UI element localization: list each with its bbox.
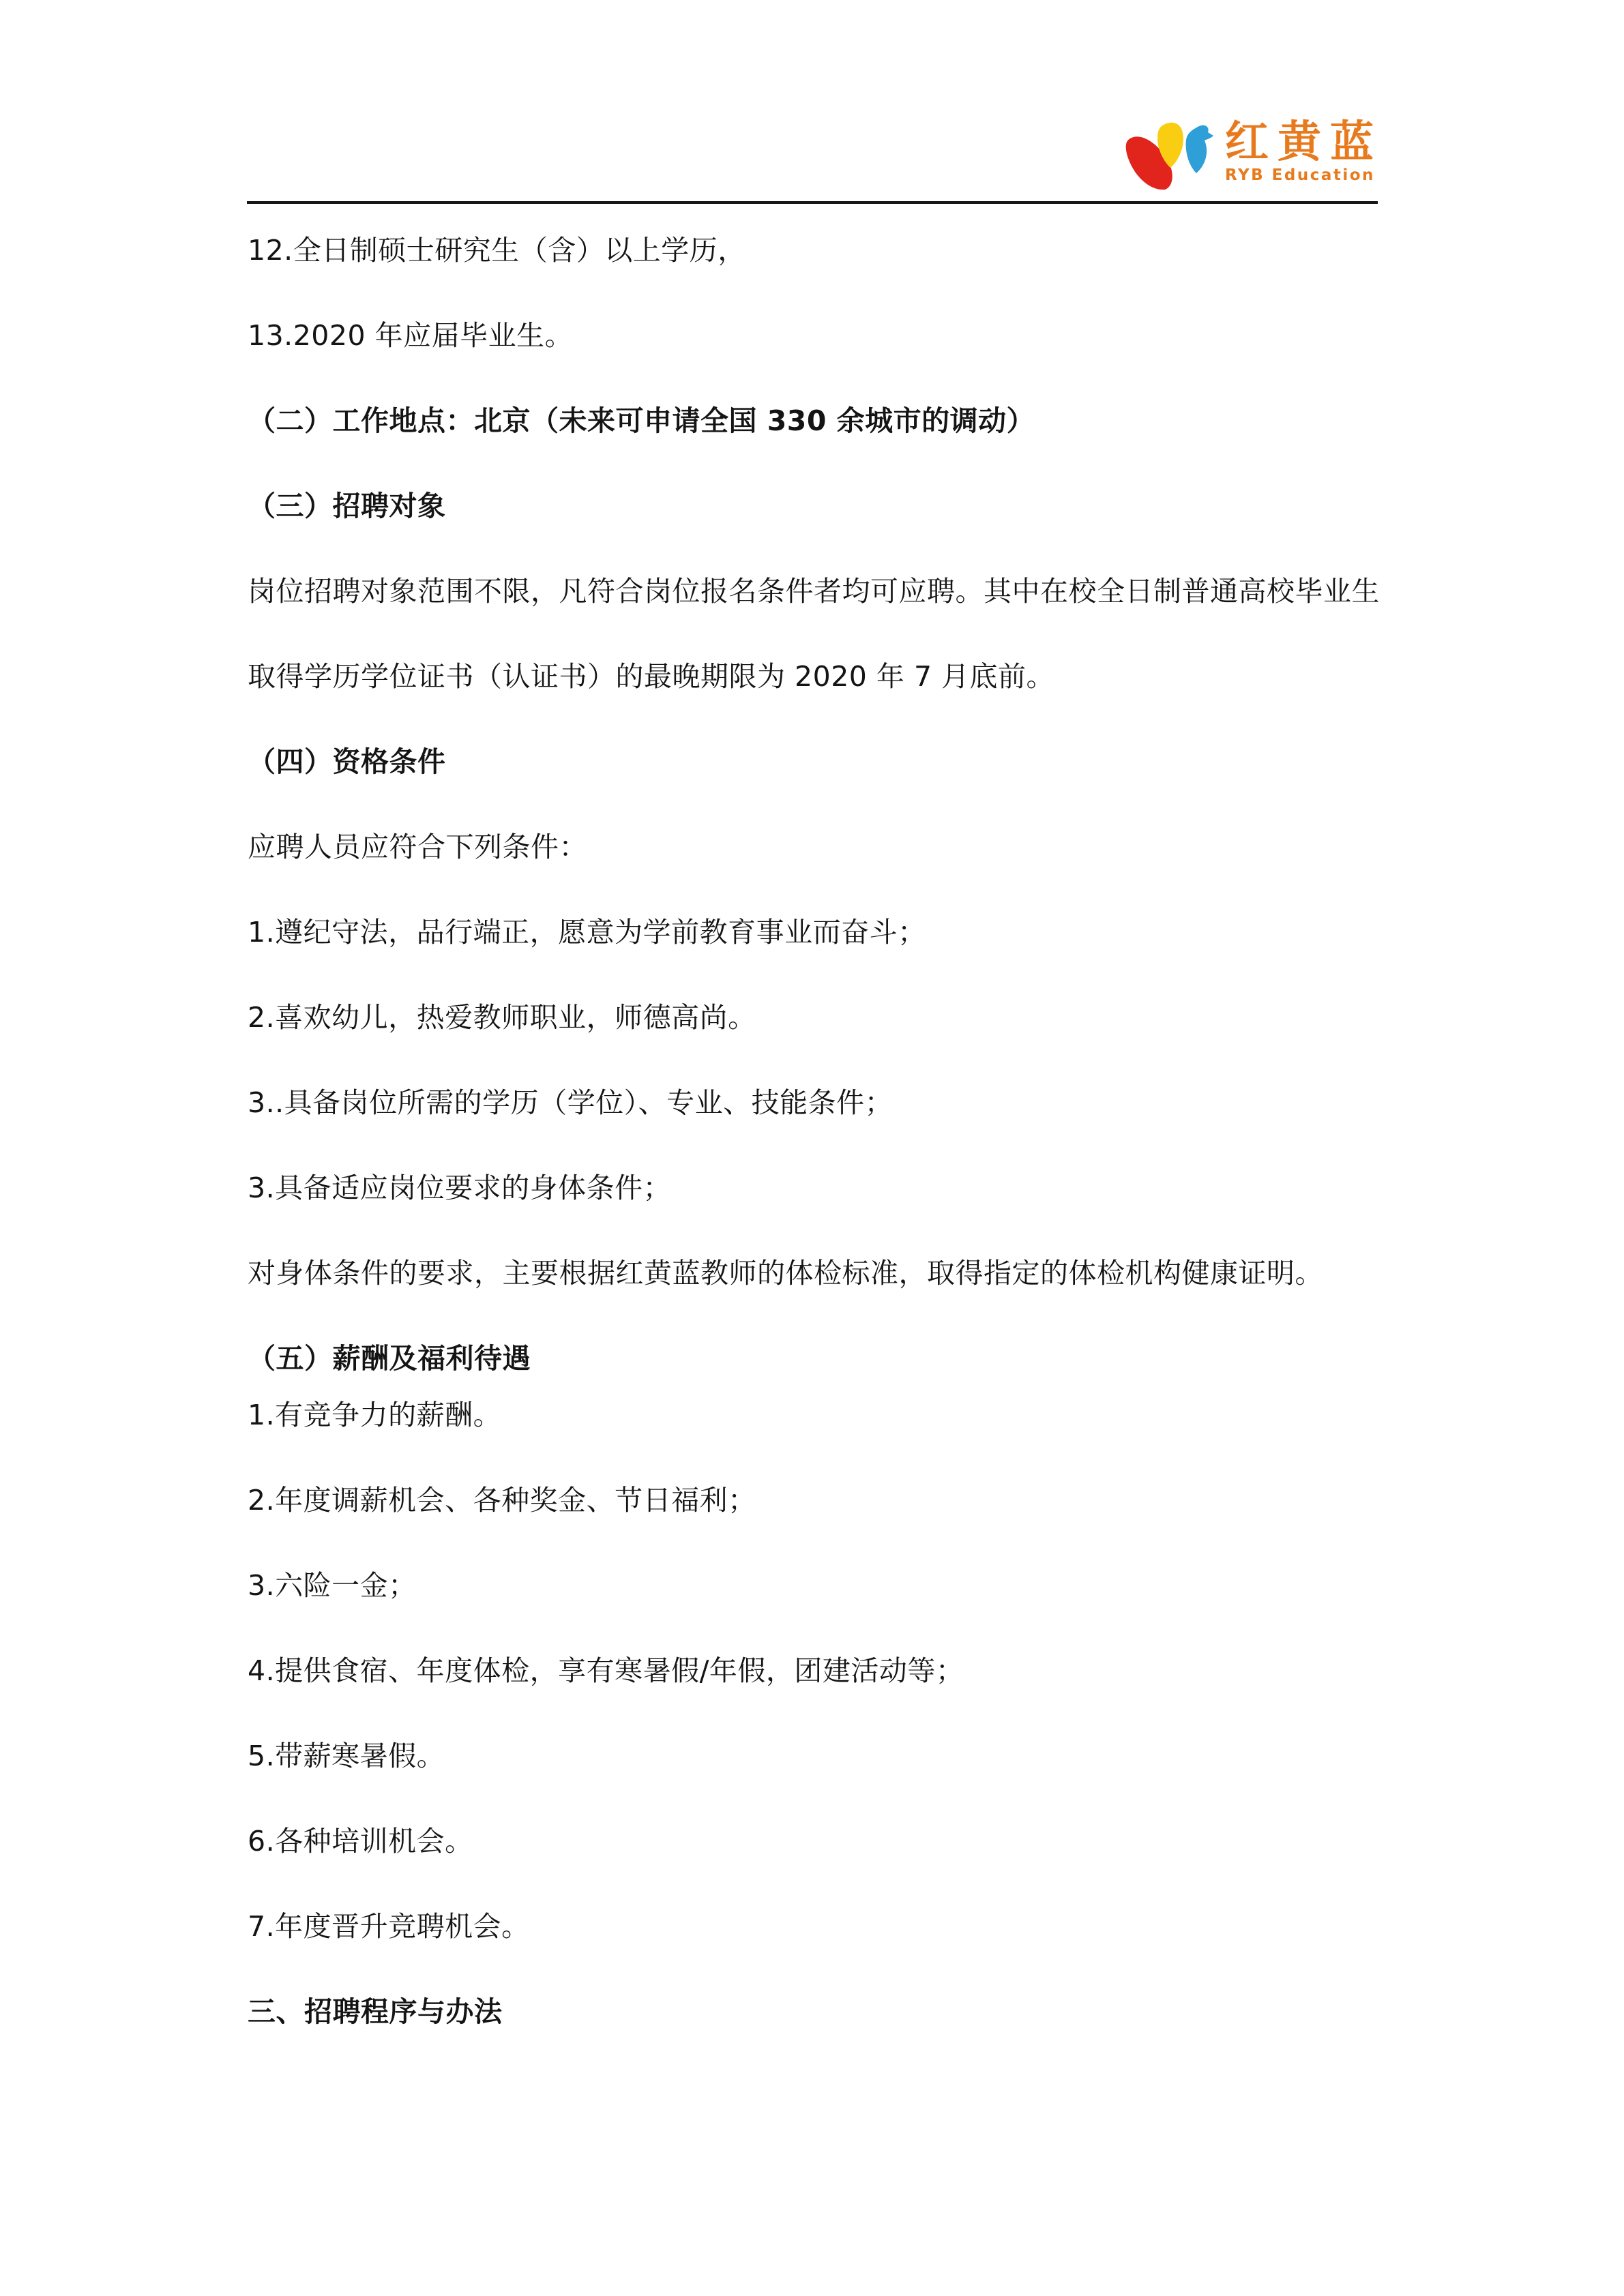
- document-paragraph: 岗位招聘对象范围不限，凡符合岗位报名条件者均可应聘。其中在校全日制普通高校毕业生: [248, 575, 1380, 608]
- document-body: [248, 233, 1380, 2079]
- document-paragraph: 2.年度调薪机会、各种奖金、节日福利；: [248, 1484, 756, 1517]
- document-paragraph: 应聘人员应符合下列条件：: [248, 831, 587, 863]
- document-paragraph: 6.各种培训机会。: [248, 1825, 473, 1858]
- document-heading: （四）资格条件: [248, 745, 446, 778]
- ryb-logo: [1119, 111, 1383, 193]
- document-paragraph: 3.六险一金；: [248, 1569, 417, 1602]
- document-paragraph: 13.2020 年应届毕业生。: [248, 319, 574, 352]
- document-paragraph: 12.全日制硕士研究生（含）以上学历，: [248, 234, 746, 267]
- document-paragraph: 3..具备岗位所需的学历（学位）、专业、技能条件；: [248, 1086, 894, 1119]
- document-heading: （三）招聘对象: [248, 490, 446, 522]
- document-paragraph: 7.年度晋升竞聘机会。: [248, 1910, 530, 1943]
- document-paragraph: 3.具备适应岗位要求的身体条件；: [248, 1172, 672, 1204]
- document-heading: （二）工作地点：北京（未来可申请全国 330 余城市的调动）: [248, 404, 1035, 437]
- blue-petal: [1186, 125, 1213, 173]
- document-heading: （五）薪酬及福利待遇: [248, 1342, 531, 1375]
- document-paragraph: 取得学历学位证书（认证书）的最晚期限为 2020 年 7 月底前。: [248, 660, 1055, 693]
- logo-brand-en: RYB Education: [1225, 166, 1375, 184]
- document-paragraph: 1.遵纪守法，品行端正，愿意为学前教育事业而奋斗；: [248, 916, 926, 949]
- document-paragraph: 2.喜欢幼儿，热爱教师职业，师德高尚。: [248, 1001, 756, 1034]
- document-heading: 三、招聘程序与办法: [248, 1995, 503, 2028]
- document-paragraph: 4.提供食宿、年度体检，享有寒暑假/年假，团建活动等；: [248, 1654, 964, 1687]
- document-paragraph: 1.有竞争力的薪酬。: [248, 1399, 502, 1431]
- ryb-petals-icon: [1119, 111, 1221, 193]
- document-paragraph: 对身体条件的要求，主要根据红黄蓝教师的体检标准，取得指定的体检机构健康证明。: [248, 1257, 1323, 1289]
- document-paragraph: 5.带薪寒暑假。: [248, 1740, 445, 1772]
- header-divider: [247, 201, 1378, 204]
- logo-brand-cn: 红黄蓝: [1225, 117, 1383, 168]
- logo-text-block: [1225, 117, 1383, 184]
